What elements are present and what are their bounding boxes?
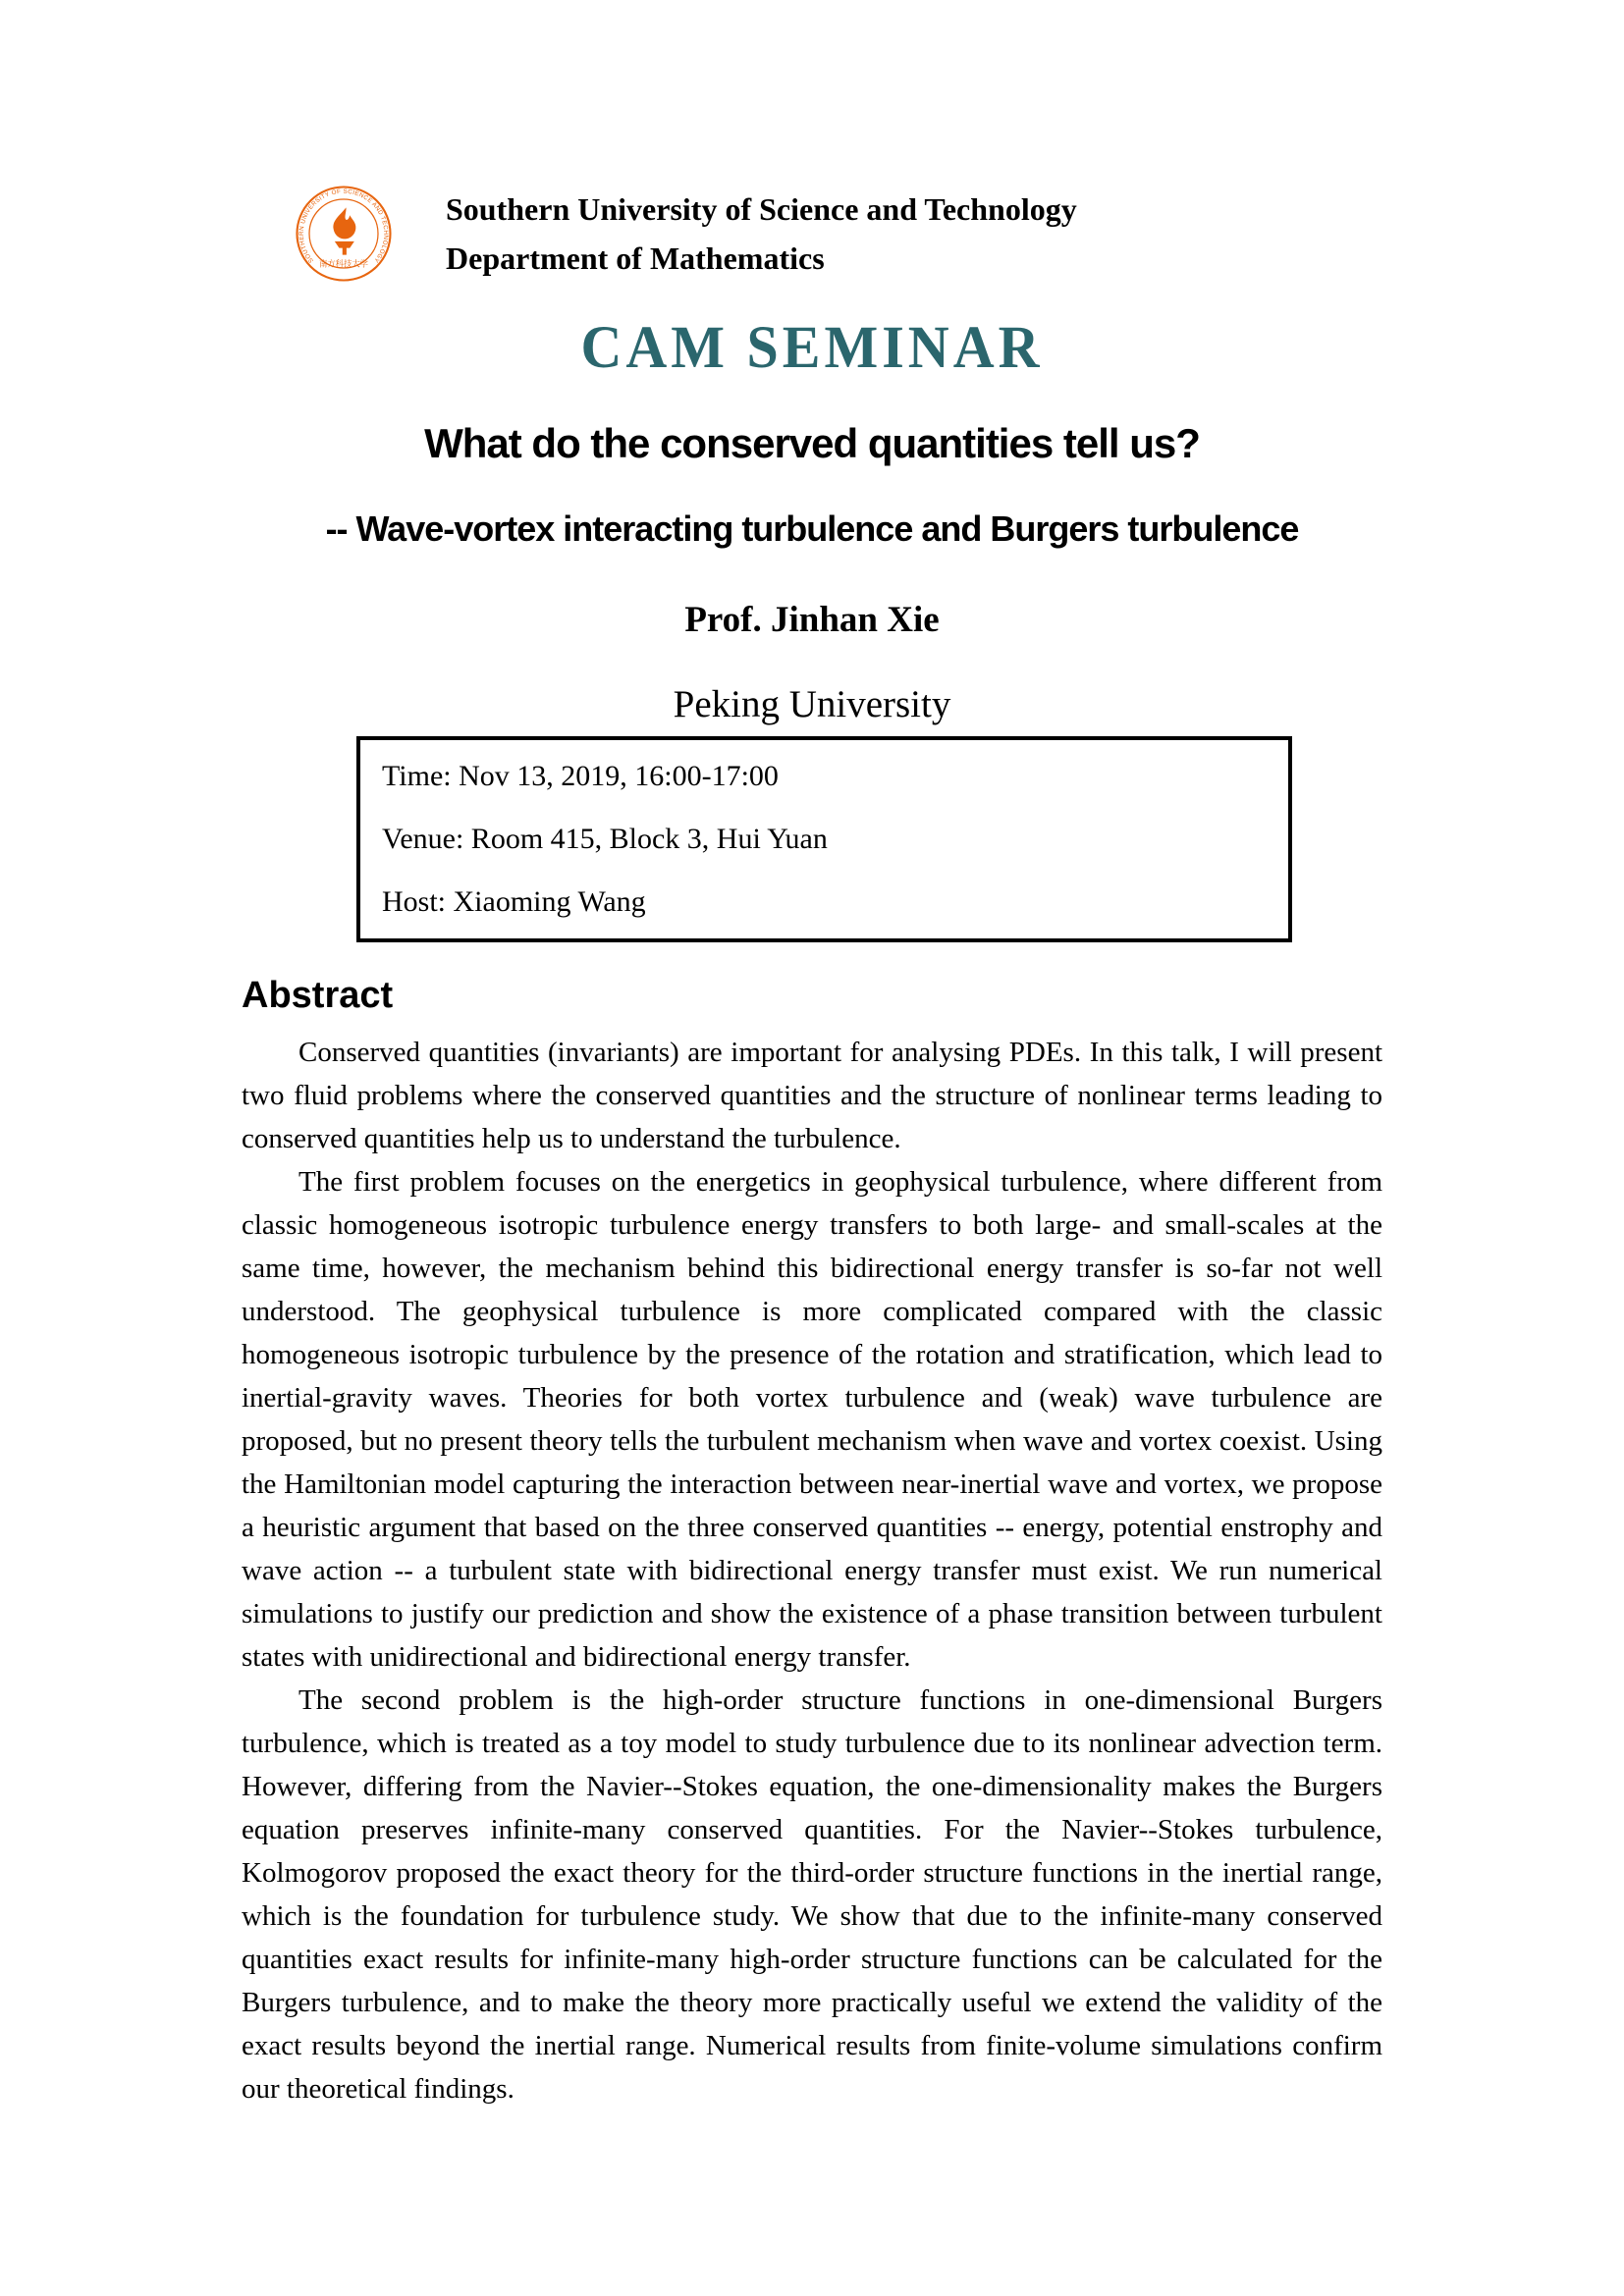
seminar-series-title: CAM SEMINAR (580, 313, 1044, 381)
abstract-paragraph: The first problem focuses on the energetics in geophysical turbulence, where different from classic homogeneous isotropic turbulence energy transfers to both large- and small-scales at the same time, however, the mechanism behind this bidirectional energy transfer is so-far not well understood. The geophysical turbulence is more complicated compared with the classic homogeneous isotropic turbulence by the presence of the rotation and stratification, which lead to inertial-gravity waves. Theories for both vortex turbulence and (weak) wave turbulence are proposed, but no present theory tells the turbulent mechanism when wave and vortex coexist. Using the Hamiltonian model capturing the interaction between near-inertial wave and vortex, we propose a heuristic argument that based on the three conserved quantities -- energy, potential enstrophy and wave action -- a turbulent state with bidirectional energy transfer must exist. We run numerical simulations to justify our prediction and show the existence of a phase transition between turbulent states with unidirectional and bidirectional energy transfer. (242, 1166, 1382, 1673)
talk-subtitle: -- Wave-vortex interacting turbulence and Burgers turbulence (325, 508, 1299, 549)
event-time: Time: Nov 13, 2019, 16:00-17:00 (382, 760, 779, 792)
torch-flame-icon (333, 207, 355, 239)
abstract-heading: Abstract (242, 975, 394, 1016)
speaker-name: Prof. Jinhan Xie (684, 600, 940, 640)
event-host: Host: Xiaoming Wang (382, 885, 646, 918)
sustech-logo-icon (295, 185, 393, 283)
talk-title: What do the conserved quantities tell us? (424, 420, 1200, 466)
speaker-affiliation: Peking University (673, 683, 951, 725)
logo-chinese-text: 南方科技大学 (319, 258, 368, 269)
header (295, 185, 1624, 283)
abstract-paragraph: Conserved quantities (invariants) are important for analysing PDEs. In this talk, I will present two fluid problems where the conserved quantities and the structure of nonlinear terms leading to conserved quantities help us to understand the turbulence. (242, 1037, 1382, 1154)
event-venue: Venue: Room 415, Block 3, Hui Yuan (382, 823, 828, 855)
torch-handle-icon (335, 241, 354, 255)
event-details-box (356, 736, 1292, 942)
university-name: Southern University of Science and Technology (446, 191, 1077, 227)
abstract-body (242, 1031, 1382, 2110)
abstract-paragraph: The second problem is the high-order structure functions in one-dimensional Burgers turbulence, which is treated as a toy model to study turbulence due to its nonlinear advection term. However, differing from the Navier--Stokes equation, the one-dimensionality makes the Burgers equation preserves infinite-many conserved quantities. For the Navier--Stokes turbulence, Kolmogorov proposed the exact theory for the third-order structure functions in the inertial range, which is the foundation for turbulence study. We show that due to the infinite-many conserved quantities exact results for infinite-many high-order structure functions can be calculated for the Burgers turbulence, and to make the theory more practically useful we extend the validity of the exact results beyond the inertial range. Numerical results from finite-volume simulations confirm our theoretical findings. (242, 1684, 1382, 2105)
logo-ring-text: SOUTHERN UNIVERSITY OF SCIENCE AND TECHNOLOGY (298, 187, 390, 264)
abstract-section (242, 972, 1382, 2110)
department-name: Department of Mathematics (446, 240, 825, 276)
header-text (446, 185, 1077, 283)
